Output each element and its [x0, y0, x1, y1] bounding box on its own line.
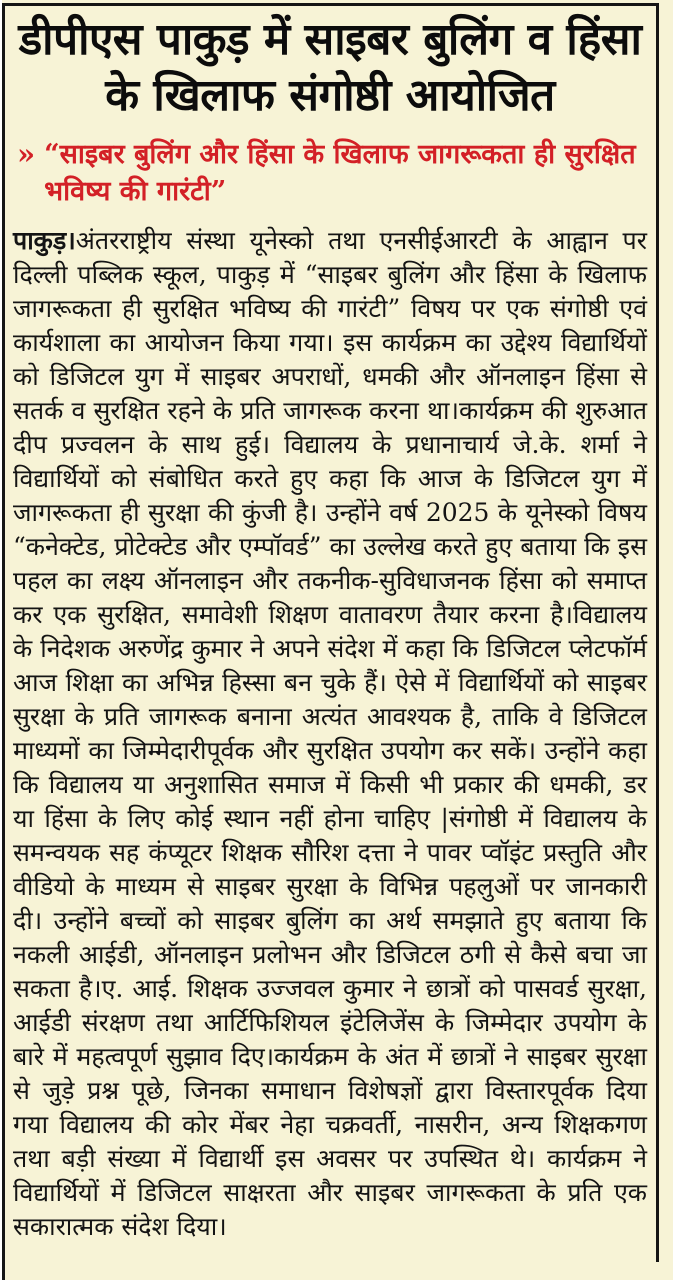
dateline: पाकुड़।	[13, 226, 76, 255]
subheadline-text: “साइबर बुलिंग और हिंसा के खिलाफ जागरूकता ही सुरक्षित भविष्य की गारंटी”	[44, 139, 636, 207]
double-guillemet-icon: »	[17, 137, 36, 171]
article-subheadline	[13, 136, 647, 210]
frame-rule-top	[2, 3, 659, 6]
body-paragraph-text: अंतरराष्ट्रीय संस्था यूनेस्को तथा एनसीईआरटी के आह्वान पर दिल्ली पब्लिक स्कूल, पाकुड़ में “साइबर बुलिंग और हिंसा के खिलाफ जागरूकता ही सुरक्षित भविष्य की गारंटी” विषय पर एक संगोष्ठी एवं कार्यशाला का आयोजन किया गया। इस कार्यक्रम का उद्देश्य विद्यार्थियों को डिजिटल युग में साइबर अपराधों, धमकी और ऑनलाइन हिंसा से सतर्क व सुरक्षित रहने के प्रति जागरूक करना था।कार्यक्रम की शुरुआत दीप प्रज्वलन के साथ हुई। विद्यालय के प्रधानाचार्य जे.के. शर्मा ने विद्यार्थियों को संबोधित करते हुए कहा कि आज के डिजिटल युग में जागरूकता ही सुरक्षा की कुंजी है। उन्होंने वर्ष 2025 के यूनेस्को विषय “कनेक्टेड, प्रोटेक्टेड और एम्पॉवर्ड” का उल्लेख करते हुए बताया कि इस पहल का लक्ष्य ऑनलाइन और तकनीक-सुविधाजनक हिंसा को समाप्त कर एक सुरक्षित, समावेशी शिक्षण वातावरण तैयार करना है।विद्यालय के निदेशक अरुणेंद्र कुमार ने अपने संदेश में कहा कि डिजिटल प्लेटफॉर्म आज शिक्षा का अभिन्न हिस्सा बन चुके हैं। ऐसे में विद्यार्थियों को साइबर सुरक्षा के प्रति जागरूक बनाना अत्यंत आवश्यक है, ताकि वे डिजिटल माध्यमों का जिम्मेदारीपूर्वक और सुरक्षित उपयोग कर सकें। उन्होंने कहा कि विद्यालय या अनुशासित समाज में किसी भी प्रकार की धमकी, डर या हिंसा के लिए कोई स्थान नहीं होना चाहिए |संगोष्ठी में विद्यालय के समन्वयक सह कंप्यूटर शिक्षक सौरिश दत्ता ने पावर प्वॉइंट प्रस्तुति और वीडियो के माध्यम से साइबर सुरक्षा के विभिन्न पहलुओं पर जानकारी दी। उन्होंने बच्चों को साइबर बुलिंग का अर्थ समझाते हुए बताया कि नकली आईडी, ऑनलाइन प्रलोभन और डिजिटल ठगी से कैसे बचा जा सकता है।ए. आई. शिक्षक उज्जवल कुमार ने छात्रों को पासवर्ड सुरक्षा, आईडी संरक्षण तथा आर्टिफिशियल इंटेलिजेंस के जिम्मेदार उपयोग के बारे में महत्वपूर्ण सुझाव दिए।कार्यक्रम के अंत में छात्रों ने साइबर सुरक्षा से जुड़े प्रश्न पूछे, जिनका समाधान विशेषज्ञों द्वारा विस्तारपूर्वक दिया गया विद्यालय की कोर मेंबर नेहा चक्रवर्ती, नासरीन, अन्य शिक्षकगण तथा बड़ी संख्या में विद्यार्थी इस अवसर पर उपस्थित थे। कार्यक्रम ने विद्यार्थियों में डिजिटल साक्षरता और साइबर जागरूकता के प्रति एक सकारात्मक संदेश दिया।	[13, 226, 647, 1241]
frame-rule-left	[2, 3, 5, 1280]
article-headline: डीपीएस पाकुड़ में साइबर बुलिंग व हिंसा के खिलाफ संगोष्ठी आयोजित	[18, 14, 642, 121]
article	[13, 12, 647, 1244]
frame-rule-right	[656, 3, 659, 1262]
article-body	[13, 224, 647, 1244]
